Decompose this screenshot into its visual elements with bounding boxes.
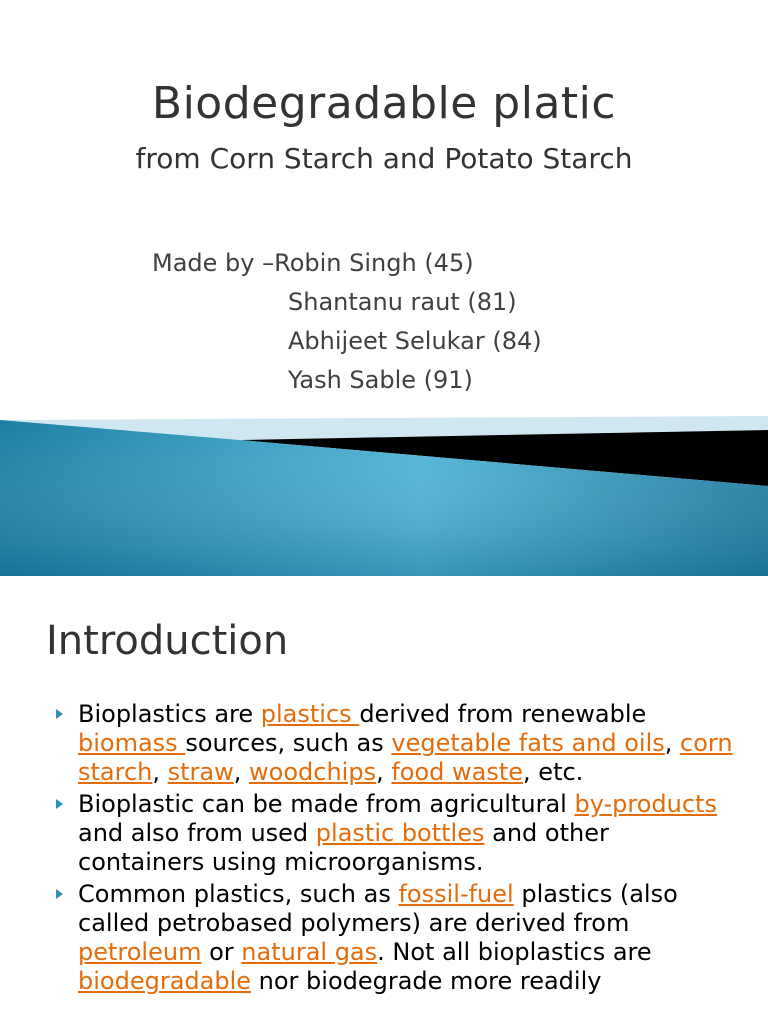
introduction-slide (0, 576, 768, 1024)
bullet-arrow-icon (56, 889, 63, 899)
author-line: Shantanu raut (81) (288, 288, 517, 316)
hyperlink[interactable]: plastics (260, 700, 360, 728)
hyperlink[interactable]: biomass (78, 729, 186, 757)
bullet-arrow-icon (56, 799, 63, 809)
bullet-text: nor biodegrade more readily (251, 967, 602, 995)
bullet-text: Bioplastic can be made from agricultural (78, 790, 575, 818)
slide-title: Biodegradable platic (151, 78, 617, 129)
bullet-text: Bioplastics are (78, 700, 261, 728)
author-line: Abhijeet Selukar (84) (288, 327, 542, 355)
hyperlink[interactable]: woodchips (249, 758, 377, 786)
hyperlink[interactable]: corn starch (78, 729, 733, 786)
bullet-text: , (233, 758, 250, 786)
bullet-arrow-icon (56, 709, 63, 719)
author-line: Made by –Robin Singh (45) (152, 249, 474, 277)
bullet-text: or (201, 938, 242, 966)
hyperlink[interactable]: straw (167, 758, 234, 786)
bullet-text: . Not all bioplastics are (377, 938, 652, 966)
intro-heading: Introduction (46, 618, 289, 664)
bullet-text: Common plastics, such as (78, 880, 399, 908)
hyperlink[interactable]: biodegradable (78, 967, 252, 995)
bullet-text: and also from used (78, 819, 316, 847)
authors-block (152, 244, 542, 400)
bullet-text: derived from renewable (359, 700, 647, 728)
slide-subtitle: from Corn Starch and Potato Starch (135, 142, 633, 175)
hyperlink[interactable]: plastic bottles (315, 819, 485, 847)
author-line: Yash Sable (91) (288, 366, 473, 394)
bullet-text: , etc. (523, 758, 584, 786)
hyperlink[interactable]: food waste (391, 758, 524, 786)
hyperlink[interactable]: fossil-fuel (398, 880, 514, 908)
bullet-text: plastics (also called petrobased polymers) are derived from (78, 880, 678, 937)
hyperlink[interactable]: vegetable fats and oils (391, 729, 665, 757)
bullet-text: , (376, 758, 392, 786)
bullet-text: , (152, 758, 168, 786)
hyperlink[interactable]: petroleum (78, 938, 202, 966)
bullet-item (56, 880, 736, 996)
hyperlink[interactable]: by-products (574, 790, 717, 818)
bullet-text: and other containers using microorganisms. (78, 819, 609, 876)
bullet-text: sources, such as (185, 729, 392, 757)
bullet-item (56, 790, 736, 877)
decorative-banner (0, 410, 768, 576)
bullet-item (56, 700, 736, 787)
bullet-text: , (664, 729, 681, 757)
hyperlink[interactable]: natural gas (241, 938, 378, 966)
bullet-list (56, 700, 736, 999)
